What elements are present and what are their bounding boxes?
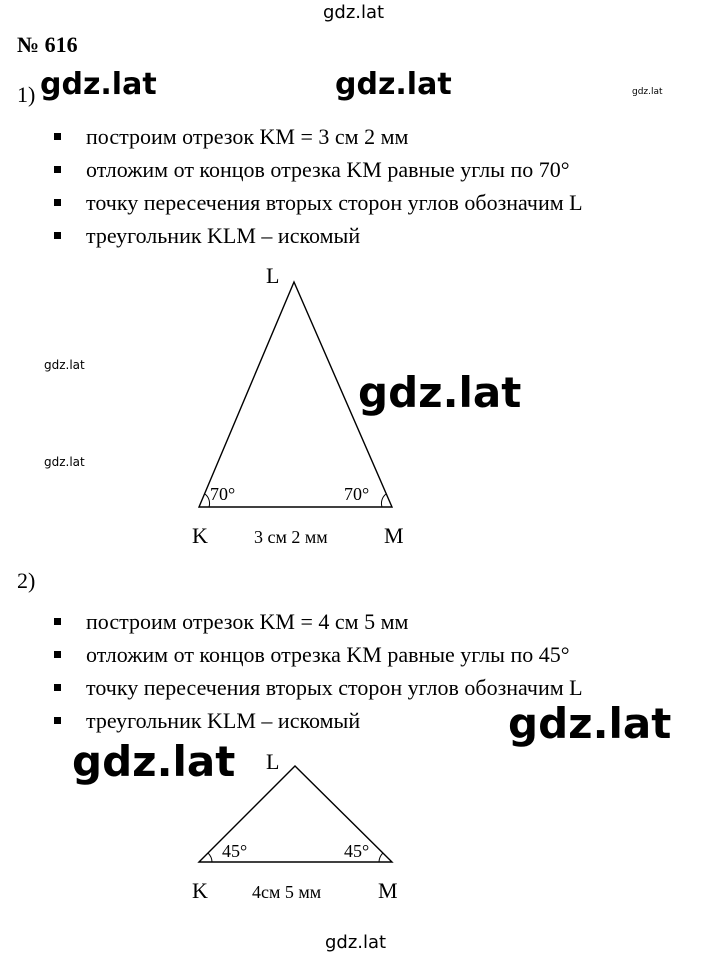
watermark: gdz.lat <box>72 737 236 786</box>
step-item: построим отрезок KM = 3 см 2 мм <box>50 120 583 153</box>
base-label: 3 см 2 мм <box>254 527 328 547</box>
angle-arc-right <box>381 494 386 507</box>
vertex-k: K <box>192 523 208 548</box>
part-1-label: 1) <box>17 82 36 107</box>
step-item: отложим от концов отрезка KM равные углы по 45° <box>50 638 583 671</box>
step-item: отложим от концов отрезка KM равные углы по 70° <box>50 153 583 186</box>
angle-label-right: 45° <box>344 841 370 861</box>
watermark: gdz.lat <box>358 368 522 417</box>
problem-number: № 616 <box>17 32 78 57</box>
vertex-m: M <box>384 523 404 548</box>
angle-label-left: 45° <box>222 841 248 861</box>
step-item: треугольник KLM – искомый <box>50 219 583 252</box>
step-item: треугольник KLM – искомый <box>50 704 583 737</box>
part-2-label: 2) <box>17 568 36 593</box>
vertex-l: L <box>266 263 280 288</box>
triangle-1 <box>192 263 404 548</box>
watermark: gdz.lat <box>44 358 85 372</box>
watermark: gdz.lat <box>325 932 387 953</box>
angle-arc-left <box>208 853 212 862</box>
watermark: gdz.lat <box>40 67 157 102</box>
watermark: gdz.lat <box>508 699 672 748</box>
step-item: построим отрезок KM = 4 см 5 мм <box>50 605 583 638</box>
vertex-m: M <box>378 878 398 903</box>
watermark: gdz.lat <box>632 87 663 97</box>
triangle-2 <box>192 749 398 903</box>
vertex-l: L <box>266 749 280 774</box>
step-item: точку пересечения вторых сторон углов обозначим L <box>50 671 583 704</box>
vertex-k: K <box>192 878 208 903</box>
watermark: gdz.lat <box>335 67 452 102</box>
triangle-1-outline <box>199 282 392 507</box>
step-item: точку пересечения вторых сторон углов обозначим L <box>50 186 583 219</box>
base-label: 4см 5 мм <box>252 882 322 902</box>
watermark: gdz.lat <box>323 2 385 23</box>
angle-label-right: 70° <box>344 484 370 504</box>
watermark: gdz.lat <box>44 455 85 469</box>
angle-arc-left <box>205 494 210 507</box>
angle-arc-right <box>379 853 383 862</box>
angle-label-left: 70° <box>210 484 236 504</box>
